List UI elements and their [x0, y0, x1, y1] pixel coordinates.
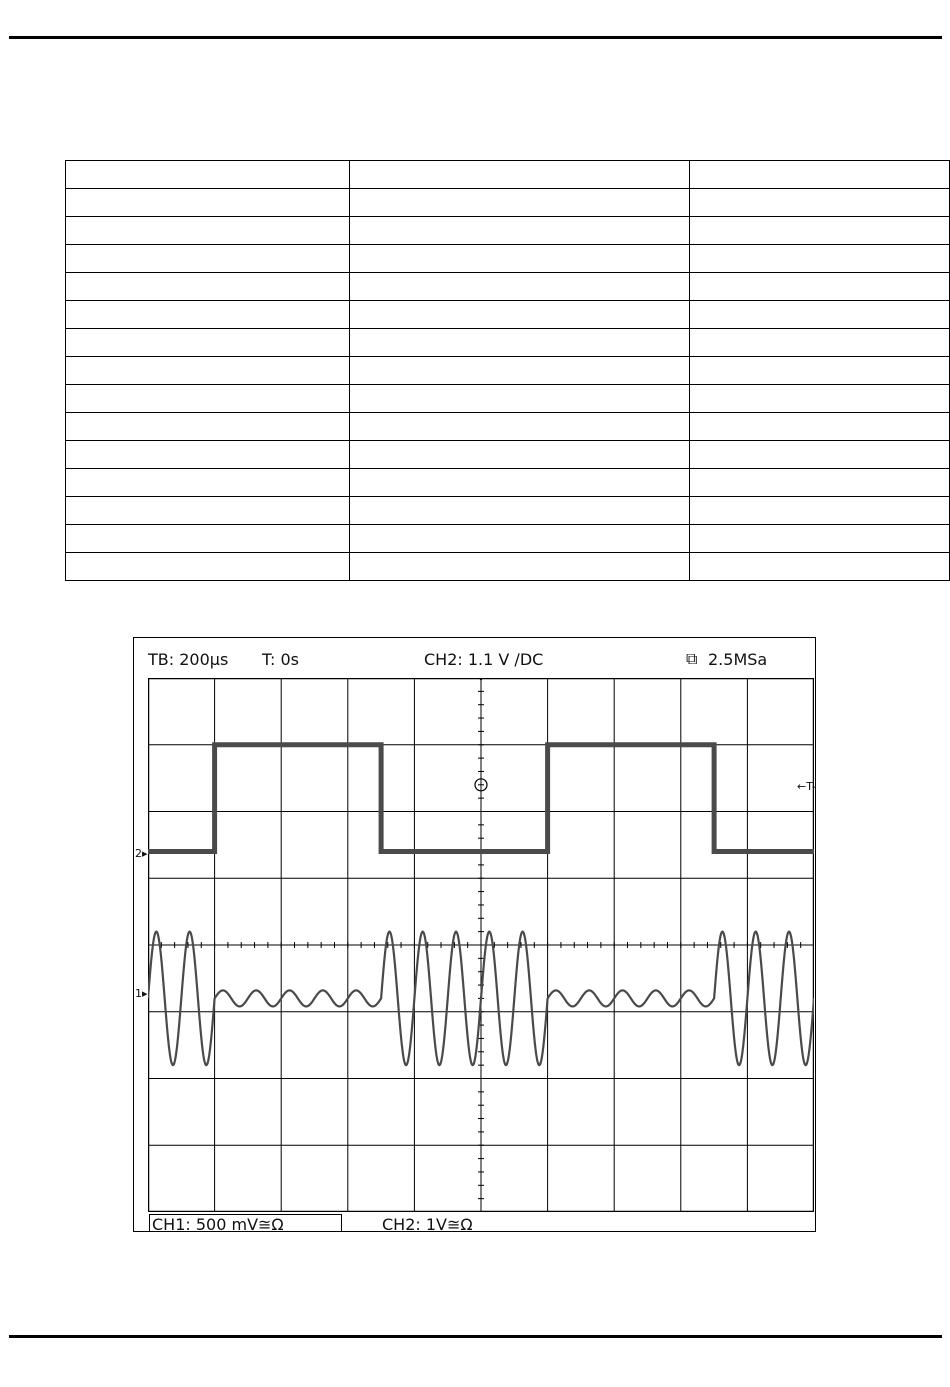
table-cell [66, 469, 350, 497]
table-cell [350, 161, 690, 189]
table-row [66, 189, 950, 217]
table-cell [690, 273, 950, 301]
table-cell [66, 357, 350, 385]
table-cell [350, 189, 690, 217]
table-cell [690, 413, 950, 441]
table-row [66, 497, 950, 525]
bottom-rule [9, 1335, 942, 1338]
table-cell [66, 441, 350, 469]
top-rule [9, 36, 942, 39]
table-cell [350, 469, 690, 497]
table-cell [350, 441, 690, 469]
table-cell [66, 497, 350, 525]
table-cell [66, 329, 350, 357]
table-cell [66, 245, 350, 273]
table-row [66, 525, 950, 553]
table-row [66, 413, 950, 441]
table-row [66, 441, 950, 469]
table-cell [350, 245, 690, 273]
table-cell [690, 385, 950, 413]
trigger-source-label: CH2: 1.1 V ∕DC [424, 650, 544, 669]
table-cell [690, 525, 950, 553]
table-row [66, 385, 950, 413]
sample-rate-label: 2.5MSa [708, 650, 768, 669]
table-cell [66, 553, 350, 581]
table-row [66, 469, 950, 497]
oscilloscope-screenshot [133, 637, 816, 1232]
table-cell [350, 217, 690, 245]
table-row [66, 273, 950, 301]
scope-graticule [148, 678, 814, 1212]
table-cell [690, 217, 950, 245]
scope-header [134, 638, 815, 678]
table-cell [350, 301, 690, 329]
table-cell [350, 385, 690, 413]
table-cell [690, 441, 950, 469]
table-cell [690, 469, 950, 497]
table-cell [690, 161, 950, 189]
table-cell [66, 161, 350, 189]
ch2-ground-marker: 2▸ [135, 847, 148, 860]
table-cell [350, 497, 690, 525]
table-row [66, 245, 950, 273]
table-row [66, 161, 950, 189]
trigger-level-marker: ←T- [797, 780, 816, 793]
table-cell [690, 497, 950, 525]
table-cell [350, 357, 690, 385]
table-cell [690, 189, 950, 217]
table-cell [690, 329, 950, 357]
table-cell [690, 245, 950, 273]
ch1-status-label: CH1: 500 mV≅Ω [152, 1215, 284, 1234]
table-row [66, 357, 950, 385]
table-cell [690, 553, 950, 581]
ch2-status-label: CH2: 1V≅Ω [382, 1215, 473, 1234]
table-cell [350, 329, 690, 357]
table-cell [350, 413, 690, 441]
table-cell [66, 385, 350, 413]
trigger-time-label: T: 0s [262, 650, 300, 669]
table-cell [690, 301, 950, 329]
table-cell [350, 273, 690, 301]
table-cell [350, 553, 690, 581]
table-cell [66, 413, 350, 441]
empty-data-table [65, 160, 950, 581]
table-cell [66, 189, 350, 217]
table-row [66, 553, 950, 581]
table-cell [66, 217, 350, 245]
table-row [66, 217, 950, 245]
table-cell [66, 525, 350, 553]
acquisition-icon: ⧉ [686, 649, 698, 668]
table-cell [690, 357, 950, 385]
table-row [66, 301, 950, 329]
table-cell [66, 301, 350, 329]
table-row [66, 329, 950, 357]
table-cell [66, 273, 350, 301]
timebase-label: TB: 200µs [148, 650, 229, 669]
ch1-ground-marker: 1▸ [135, 987, 148, 1000]
table-cell [350, 525, 690, 553]
